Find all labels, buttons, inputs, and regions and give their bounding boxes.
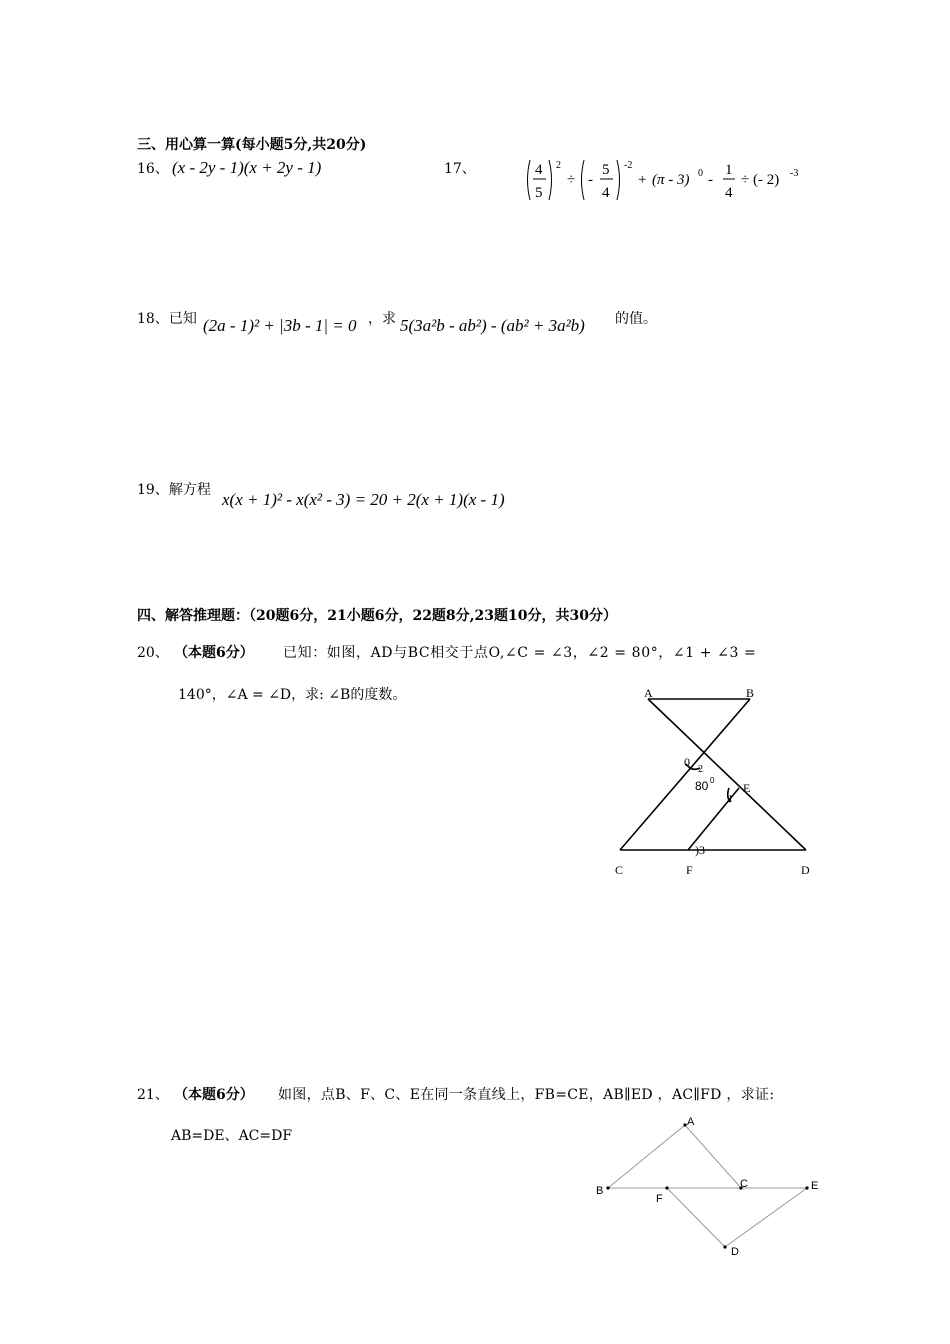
q21-point-e [805,1186,808,1189]
q21-label-e: E [811,1180,819,1192]
q20-label-o: 0 [684,755,690,769]
q20-score: （本题6分） [174,645,254,661]
q17-div2: ÷ [741,172,750,188]
q21-label-b: B [596,1185,604,1197]
q21-label-d: D [731,1246,739,1258]
q17-frac1-den: 5 [535,185,543,201]
q17-frac3-num: 1 [725,162,733,178]
q20-label-angle-3: )3 [695,843,705,857]
q18-number: 18、已知 [137,311,197,327]
q20-line1: 已知：如图，AD与BC相交于点O,∠C = ∠3，∠2 = 80°，∠1 + ∠3 = [283,645,757,661]
q21-segment-fd [667,1188,725,1247]
q21-point-d [723,1245,726,1248]
q17-exp1: 2 [556,160,561,171]
q20-label-angle-1: 1 [728,794,733,805]
q21-number: 21、 [137,1087,169,1103]
q20-label-80: 80 [695,779,709,793]
q17-frac3-den: 4 [725,185,733,201]
q20-label-b: B [746,686,755,700]
q17-exp3: 0 [698,168,703,179]
q21-point-b [606,1186,609,1189]
q20-label-e: E [743,781,751,795]
section-3-heading: 三、用心算一算(每小题5分,共20分) [137,137,367,153]
q17-neg-two: (- 2) [753,172,780,188]
q17-frac2-den: 4 [602,185,610,201]
q21-figure [590,1110,830,1260]
q18-ask: ，求 [368,311,396,327]
q20-label-a: A [644,686,653,700]
q20-label-c: C [615,863,624,877]
q17-exp4: -3 [790,168,799,179]
q20-number: 20、 [137,645,169,661]
q17-exp2: -2 [624,160,633,171]
q17-expression [522,152,812,208]
q21-label-a: A [687,1116,695,1128]
q21-label-c: C [740,1178,748,1190]
q21-score: （本题6分） [174,1087,254,1103]
q20-label-f: F [686,863,693,877]
q17-frac2-num: 5 [602,162,610,178]
q21-segment-ac [685,1125,741,1188]
q21-line2: AB=DE、AC=DF [171,1128,293,1144]
q21-line1: 如图，点B、F、C、E在同一条直线上，FB=CE，AB∥ED ，AC∥FD ，求证: [278,1087,775,1103]
q20-label-d: D [801,863,810,877]
q20-segment-bc [620,699,750,850]
q20-segment-ad [648,699,806,850]
q19-expression: x(x + 1)² - x(x² - 3) = 20 + 2(x + 1)(x - 1) [222,490,505,509]
q16-expression: (x - 2y - 1)(x + 2y - 1) [172,158,322,177]
q16-number: 16、 [137,161,169,177]
q17-div1: ÷ [567,172,576,188]
q18-expression: 5(3a²b - ab²) - (ab² + 3a²b) [400,316,585,335]
q21-segment-ab [608,1125,685,1188]
q20-line2: 140°，∠A = ∠D，求: ∠B的度数。 [178,687,407,703]
q17-frac1-num: 4 [535,162,543,178]
q20-label-angle-2: 2 [698,764,703,775]
q19-number: 19、解方程 [137,482,211,498]
q20-label-degree: 0 [710,776,715,785]
q20-figure [600,684,830,884]
q17-pi-term: (π - 3) [652,172,690,188]
q21-point-f [665,1186,668,1189]
q18-condition: (2a - 1)² + |3b - 1| = 0 [203,316,357,335]
section-4-heading: 四、解答推理题：（20题6分，21小题6分，22题8分,23题10分，共30分） [137,608,617,624]
q17-plus: + [638,172,647,188]
q21-segment-ed [725,1188,807,1247]
q17-minus: - [708,172,713,188]
q18-tail: 的值。 [615,311,657,327]
q17-neg1: - [588,172,593,188]
q21-label-f: F [656,1193,663,1205]
q17-number: 17、 [444,161,476,177]
